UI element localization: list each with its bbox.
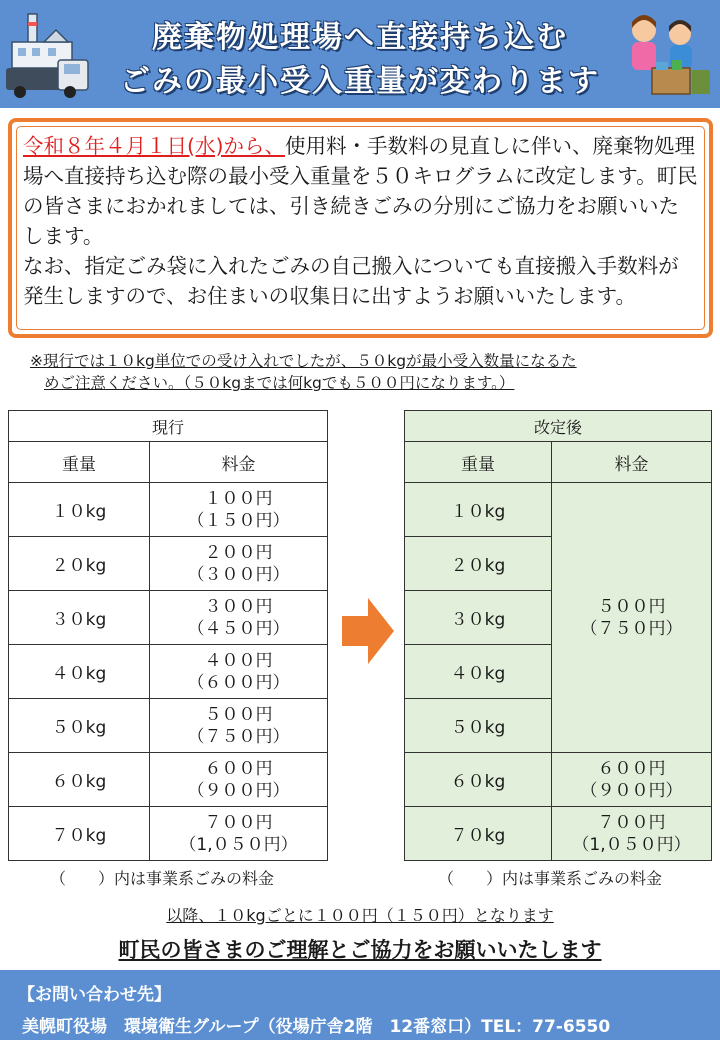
current-weight-cell: ６０kg: [9, 753, 150, 807]
current-weight-header: 重量: [9, 442, 150, 483]
revised-biz-fee-60: （９００円）: [580, 780, 683, 801]
current-table-row: [9, 537, 328, 591]
current-biz-fee: （４５０円）: [187, 618, 290, 639]
notice-paragraph-2: なお、指定ごみ袋に入れたごみの自己搬入についても直接搬入手数料が発生しますので、お住まいの収集日に出すようお願いいたします。: [23, 254, 679, 308]
current-weight-cell: ５０kg: [9, 699, 150, 753]
revised-merged-fee-cell: [552, 483, 712, 753]
revised-weight-cell: ３０kg: [405, 591, 552, 645]
current-table-row: [9, 699, 328, 753]
current-fee-cell: [150, 645, 328, 699]
current-fee-cell: [150, 483, 328, 537]
business-fee-note-right: （ ）内は事業系ごみの料金: [438, 869, 663, 888]
current-fee-cell: [150, 699, 328, 753]
header-title-line1: 廃棄物処理場へ直接持ち込む: [152, 20, 568, 55]
revised-row-10kg: [405, 483, 712, 537]
notice-paragraph-1: [23, 131, 698, 251]
revised-weight-cell: ７０kg: [405, 807, 552, 861]
current-biz-fee: （３００円）: [187, 564, 290, 585]
current-fee-header: 料金: [150, 442, 328, 483]
current-biz-fee: （１５０円）: [187, 510, 290, 531]
caution-note: [30, 350, 577, 394]
revised-weight-cell: １０kg: [405, 483, 552, 537]
current-fee: ３００円: [204, 596, 273, 617]
business-fee-note-left: （ ）内は事業系ごみの料金: [50, 869, 275, 888]
contact-footer: [0, 970, 720, 1040]
revised-table-caption: 改定後: [405, 411, 712, 442]
revised-weight-header: 重量: [405, 442, 552, 483]
notice-paragraph-1-text: 使用料・手数料の見直しに伴い、廃棄物処理場へ直接持ち込む際の最小受入重量を５０キログラムに改定します。町民の皆さまにおかれましては、引き続きごみの分別にご協力をお願いいたします。: [23, 134, 698, 248]
revised-weight-cell: ４０kg: [405, 645, 552, 699]
caution-note-line1: ※現行では１０kg単位での受け入れでしたが、５０kgが最小受入数量になるた: [30, 352, 577, 370]
header-banner: [0, 0, 720, 108]
current-table-body: [9, 483, 328, 861]
revised-fee-table: [404, 410, 712, 861]
current-table-row: [9, 753, 328, 807]
current-table-row: [9, 591, 328, 645]
current-fee: １００円: [204, 488, 273, 509]
revised-row-70kg: [405, 807, 712, 861]
effective-date: 令和８年４月１日(水)から、: [23, 134, 285, 158]
revised-merged-biz-fee: （７５０円）: [580, 618, 683, 639]
current-fee: ２００円: [204, 542, 273, 563]
current-fee-cell: [150, 537, 328, 591]
current-biz-fee: （７５０円）: [187, 726, 290, 747]
contact-title: 【お問い合わせ先】: [18, 985, 171, 1005]
current-table-caption: 現行: [9, 411, 328, 442]
revised-fee-cell-70: [552, 807, 712, 861]
revised-weight-cell: ６０kg: [405, 753, 552, 807]
revised-merged-fee: ５００円: [597, 596, 666, 617]
current-fee-cell: [150, 591, 328, 645]
current-fee-cell: [150, 753, 328, 807]
revised-fee-cell-60: [552, 753, 712, 807]
revised-row-60kg: [405, 753, 712, 807]
current-biz-fee: （６００円）: [187, 672, 290, 693]
revised-fee-header: 料金: [552, 442, 712, 483]
revised-fee-60: ６００円: [597, 758, 666, 779]
current-weight-cell: ２０kg: [9, 537, 150, 591]
caution-note-line2: めご注意ください。（５０kgまでは何kgでも５００円になります。）: [44, 374, 515, 392]
current-biz-fee: （1,０５０円）: [179, 834, 298, 855]
increment-note: 以降、１０kgごとに１００円（１５０円）となります: [166, 906, 554, 925]
current-table-row: [9, 645, 328, 699]
current-weight-cell: ３０kg: [9, 591, 150, 645]
revised-fee-70: ７００円: [597, 812, 666, 833]
current-fee: ６００円: [204, 758, 273, 779]
people-carrying-trash-illustration: [622, 10, 714, 100]
revised-biz-fee-70: （1,０５０円）: [572, 834, 691, 855]
current-fee: ４００円: [204, 650, 273, 671]
current-fee-cell: [150, 807, 328, 861]
garbage-factory-illustration: [4, 8, 99, 100]
current-weight-cell: １０kg: [9, 483, 150, 537]
current-weight-cell: ７０kg: [9, 807, 150, 861]
current-table-row: [9, 483, 328, 537]
current-fee: ５００円: [204, 704, 273, 725]
current-table-row: [9, 807, 328, 861]
revised-weight-cell: ５０kg: [405, 699, 552, 753]
current-weight-cell: ４０kg: [9, 645, 150, 699]
closing-message: 町民の皆さまのご理解とご協力をお願いいたします: [118, 938, 602, 962]
current-fee: ７００円: [204, 812, 273, 833]
current-fee-table: [8, 410, 328, 861]
right-arrow-icon: [342, 598, 394, 664]
notice-box: [8, 118, 713, 338]
contact-detail: 美幌町役場 環境衛生グループ（役場庁舎2階 12番窓口）TEL：77-6550: [22, 1017, 611, 1037]
current-biz-fee: （９００円）: [187, 780, 290, 801]
header-title-line2: ごみの最小受入重量が変わります: [120, 64, 600, 99]
revised-weight-cell: ２０kg: [405, 537, 552, 591]
